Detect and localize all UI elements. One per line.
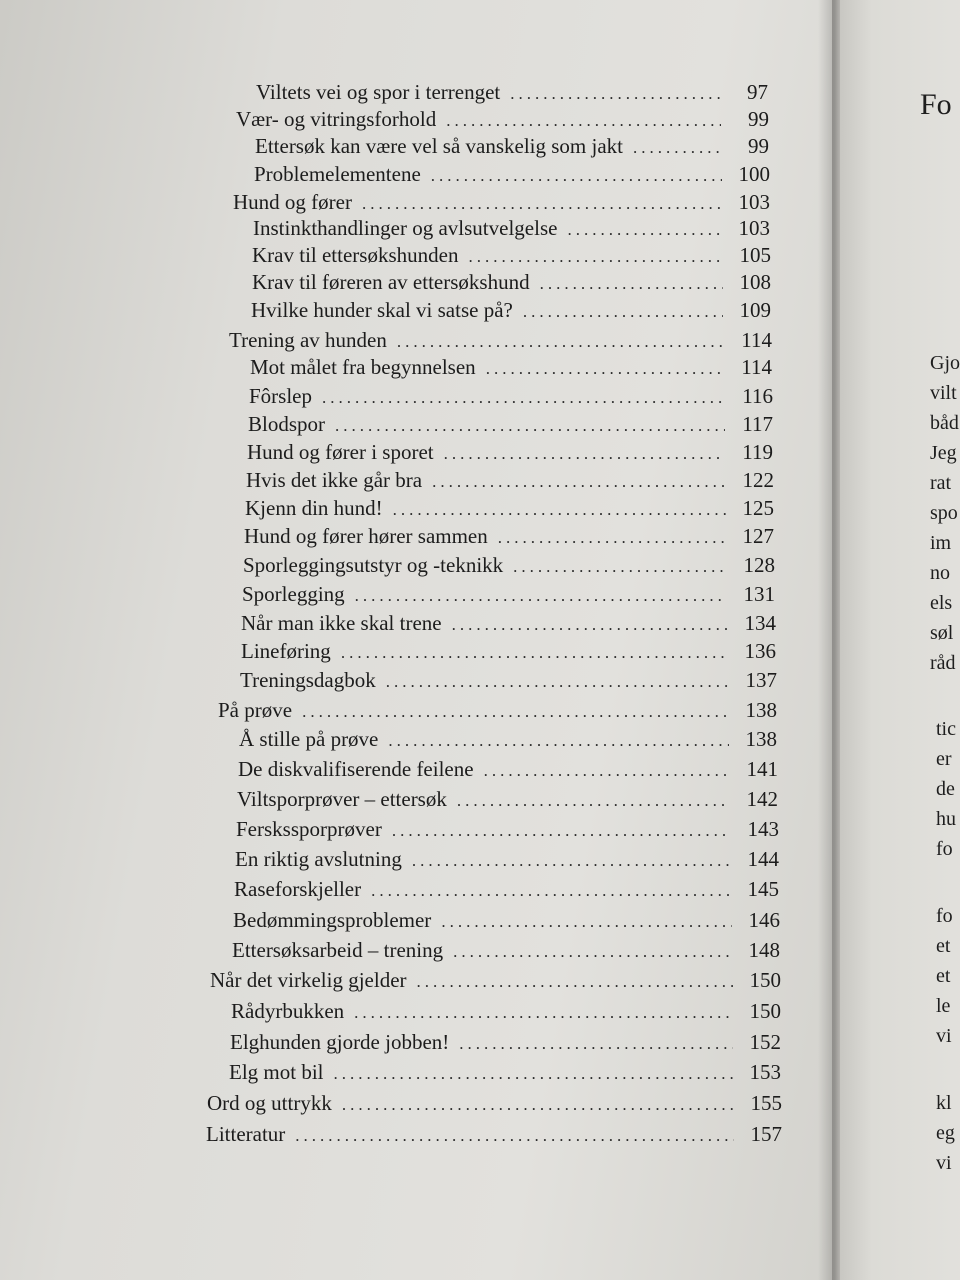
toc-entry-title: En riktig avslutning bbox=[235, 847, 402, 871]
toc-entry-page: 137 bbox=[745, 668, 777, 692]
facing-page-fragment: eg bbox=[936, 1122, 955, 1144]
toc-entry-page: 109 bbox=[739, 298, 771, 322]
facing-page-fragment: søl bbox=[930, 622, 954, 644]
toc-entry-title: Viltsporprøver – ettersøk bbox=[237, 787, 447, 811]
facing-page-fragment: Jeg bbox=[930, 442, 957, 464]
facing-page-fragment: els bbox=[930, 592, 953, 614]
toc-entry-title: Kjenn din hund! bbox=[245, 496, 383, 520]
toc-entry-page: 148 bbox=[748, 938, 780, 962]
toc-entry-page: 142 bbox=[746, 787, 778, 811]
toc-entry-page: 143 bbox=[747, 817, 779, 841]
toc-entry-title: Når det virkelig gjelder bbox=[210, 968, 407, 992]
facing-page-fragment: et bbox=[936, 965, 951, 987]
toc-entry-title: Krav til ettersøkshunden bbox=[252, 243, 459, 267]
leader-dots bbox=[431, 166, 722, 186]
toc-entry bbox=[240, 668, 777, 694]
leader-dots bbox=[484, 761, 730, 781]
facing-page-fragment: båd bbox=[930, 412, 959, 434]
toc-entry-title: Bedømmingsproblemer bbox=[233, 908, 432, 932]
leader-dots bbox=[432, 472, 726, 492]
facing-page-fragment: im bbox=[930, 532, 952, 554]
leader-dots bbox=[446, 111, 721, 131]
toc-entry-title: Hvilke hunder skal vi satse på? bbox=[251, 298, 513, 322]
leader-dots bbox=[523, 302, 723, 322]
toc-entry-title: Blodspor bbox=[248, 412, 326, 436]
toc-entry-title: Sporlegging bbox=[242, 582, 345, 606]
toc-entry-page: 114 bbox=[741, 355, 772, 379]
toc-entry bbox=[250, 355, 772, 381]
facing-page-fragment: le bbox=[936, 995, 951, 1017]
facing-page-fragment: vilt bbox=[930, 382, 957, 404]
leader-dots bbox=[441, 912, 732, 932]
toc-entry bbox=[256, 80, 768, 106]
toc-entry-title: På prøve bbox=[218, 698, 293, 722]
facing-page-fragment: no bbox=[930, 562, 950, 584]
toc-entry-page: 145 bbox=[747, 877, 779, 901]
toc-entry bbox=[239, 727, 777, 753]
toc-entry bbox=[207, 1091, 782, 1117]
toc-entry-page: 138 bbox=[745, 727, 777, 751]
toc-entry-page: 138 bbox=[745, 698, 777, 722]
toc-entry-title: Hvis det ikke går bra bbox=[246, 468, 423, 492]
toc-entry bbox=[249, 384, 773, 410]
toc-entry bbox=[238, 757, 778, 783]
toc-entry bbox=[218, 698, 777, 724]
toc-entry-page: 150 bbox=[749, 968, 781, 992]
toc-entry-page: 116 bbox=[742, 384, 773, 408]
toc-entry-title: Treningsdagbok bbox=[240, 668, 376, 692]
toc-entry-page: 150 bbox=[749, 999, 781, 1023]
toc-entry-title: Trening av hunden bbox=[229, 328, 387, 352]
toc-entry bbox=[245, 496, 774, 522]
facing-page-fragment: spo bbox=[930, 502, 958, 524]
toc-entry bbox=[235, 847, 779, 873]
leader-dots bbox=[459, 1034, 733, 1054]
leader-dots bbox=[510, 84, 720, 104]
toc-entry-title: De diskvalifiserende feilene bbox=[238, 757, 474, 781]
facing-page-fragment: rat bbox=[930, 472, 952, 494]
leader-dots bbox=[335, 416, 725, 436]
leader-dots bbox=[486, 359, 724, 379]
toc-entry-page: 103 bbox=[738, 190, 770, 214]
leader-dots bbox=[540, 274, 723, 294]
toc-entry bbox=[229, 328, 772, 354]
leader-dots bbox=[468, 247, 723, 267]
facing-page-fragment: hu bbox=[936, 808, 956, 830]
leader-dots bbox=[388, 731, 729, 751]
toc-entry-title: Sporleggingsutstyr og -teknikk bbox=[243, 553, 504, 577]
leader-dots bbox=[302, 702, 729, 722]
toc-entry bbox=[236, 817, 779, 843]
toc-entry bbox=[247, 440, 773, 466]
leader-dots bbox=[386, 672, 729, 692]
leader-dots bbox=[341, 643, 728, 663]
facing-page-fragment: vi bbox=[936, 1152, 952, 1174]
leader-dots bbox=[412, 851, 731, 871]
toc-entry bbox=[252, 270, 771, 296]
toc-entry bbox=[229, 1060, 781, 1086]
toc-entry bbox=[253, 216, 770, 242]
toc-entry-page: 155 bbox=[750, 1091, 782, 1115]
toc-entry-page: 128 bbox=[743, 553, 775, 577]
toc-entry-title: Fôrslep bbox=[249, 384, 312, 408]
toc-entry-title: Mot målet fra begynnelsen bbox=[250, 355, 476, 379]
toc-entry-page: 136 bbox=[744, 639, 776, 663]
toc-entry bbox=[233, 908, 780, 934]
toc-entry-page: 127 bbox=[742, 524, 774, 548]
leader-dots bbox=[498, 528, 726, 548]
toc-entry-page: 125 bbox=[742, 496, 774, 520]
toc-entry-title: Ettersøksarbeid – trening bbox=[232, 938, 444, 962]
leader-dots bbox=[334, 1064, 734, 1084]
leader-dots bbox=[513, 557, 727, 577]
facing-page-fragment: kl bbox=[936, 1092, 952, 1114]
toc-entry-page: 99 bbox=[748, 107, 769, 131]
toc-entry-title: Vær- og vitringsforhold bbox=[236, 107, 437, 131]
toc-entry-page: 122 bbox=[742, 468, 774, 492]
facing-page-fragment: de bbox=[936, 778, 955, 800]
toc-entry-page: 100 bbox=[738, 162, 770, 186]
leader-dots bbox=[322, 388, 725, 408]
leader-dots bbox=[453, 942, 732, 962]
facing-page-fragment: fo bbox=[936, 905, 953, 927]
toc-entry-title: Hund og fører bbox=[233, 190, 352, 214]
toc-entry-title: Elg mot bil bbox=[229, 1060, 324, 1084]
toc-entry bbox=[233, 190, 770, 216]
toc-entry-title: Instinkthandlinger og avlsutvelgelse bbox=[253, 216, 558, 240]
leader-dots bbox=[393, 500, 726, 520]
toc-entry-title: Raseforskjeller bbox=[234, 877, 362, 901]
leader-dots bbox=[355, 586, 727, 606]
facing-page-fragment: tic bbox=[936, 718, 956, 740]
toc-entry bbox=[241, 639, 776, 665]
toc-entry-title: Når man ikke skal trene bbox=[241, 611, 442, 635]
leader-dots bbox=[354, 1003, 733, 1023]
leader-dots bbox=[295, 1126, 734, 1146]
toc-entry-page: 157 bbox=[750, 1122, 782, 1146]
toc-entry-page: 97 bbox=[747, 80, 768, 104]
toc-entry-page: 108 bbox=[739, 270, 771, 294]
toc-entry bbox=[236, 107, 769, 133]
toc-entry-title: Krav til føreren av ettersøkshund bbox=[252, 270, 530, 294]
toc-entry-title: Lineføring bbox=[241, 639, 331, 663]
toc-entry-page: 134 bbox=[744, 611, 776, 635]
leader-dots bbox=[371, 881, 731, 901]
toc-entry-page: 103 bbox=[738, 216, 770, 240]
facing-page-fragment: fo bbox=[936, 838, 953, 860]
toc-entry-title: Ferskssporprøver bbox=[236, 817, 382, 841]
toc-entry bbox=[210, 968, 781, 994]
toc-entry-page: 117 bbox=[742, 412, 773, 436]
toc-entry-page: 131 bbox=[743, 582, 775, 606]
toc-entry bbox=[237, 787, 778, 813]
toc-entry-page: 105 bbox=[739, 243, 771, 267]
toc-entry bbox=[244, 524, 774, 550]
toc-entry-page: 152 bbox=[749, 1030, 781, 1054]
toc-entry-page: 146 bbox=[748, 908, 780, 932]
toc-entry-page: 99 bbox=[748, 134, 769, 158]
toc-entry bbox=[234, 877, 779, 903]
toc-entry-title: Viltets vei og spor i terrenget bbox=[256, 80, 501, 104]
toc-entry bbox=[255, 134, 769, 160]
toc-entry bbox=[206, 1122, 782, 1148]
toc-entry bbox=[230, 1030, 781, 1056]
toc-entry-page: 153 bbox=[749, 1060, 781, 1084]
facing-page-fragment: et bbox=[936, 935, 951, 957]
leader-dots bbox=[567, 220, 722, 240]
toc-entry bbox=[232, 938, 780, 964]
toc-entry-title: Elghunden gjorde jobben! bbox=[230, 1030, 450, 1054]
toc-entry bbox=[251, 298, 771, 324]
leader-dots bbox=[417, 972, 733, 992]
toc-entry-page: 144 bbox=[747, 847, 779, 871]
toc-entry-title: Ettersøk kan være vel så vanskelig som jakt bbox=[255, 134, 624, 158]
leader-dots bbox=[452, 615, 728, 635]
toc-entry bbox=[246, 468, 774, 494]
toc-entry-title: Rådyrbukken bbox=[231, 999, 345, 1023]
toc-entry-title: Litteratur bbox=[206, 1122, 286, 1146]
toc-entry bbox=[254, 162, 770, 188]
leader-dots bbox=[392, 821, 731, 841]
leader-dots bbox=[444, 444, 725, 464]
toc-entry-page: 141 bbox=[746, 757, 778, 781]
leader-dots bbox=[342, 1095, 734, 1115]
leader-dots bbox=[457, 791, 730, 811]
facing-page-heading: Fo bbox=[920, 88, 952, 121]
toc-entry-title: Ord og uttrykk bbox=[207, 1091, 332, 1115]
toc-entry bbox=[248, 412, 773, 438]
toc-entry bbox=[231, 999, 781, 1025]
facing-page-fragment: råd bbox=[930, 652, 956, 674]
toc-entry-title: Hund og fører i sporet bbox=[247, 440, 434, 464]
toc-entry bbox=[252, 243, 771, 269]
leader-dots bbox=[633, 138, 721, 158]
facing-page-fragment: Gjo bbox=[930, 352, 960, 374]
leader-dots bbox=[397, 332, 724, 352]
toc-entry bbox=[243, 553, 775, 579]
toc-entry-title: Å stille på prøve bbox=[239, 727, 379, 751]
facing-page-fragment: vi bbox=[936, 1025, 952, 1047]
facing-page-fragment: er bbox=[936, 748, 952, 770]
toc-entry-page: 114 bbox=[741, 328, 772, 352]
toc-entry-page: 119 bbox=[742, 440, 773, 464]
toc-entry-title: Hund og fører hører sammen bbox=[244, 524, 488, 548]
leader-dots bbox=[362, 194, 722, 214]
toc-entry bbox=[241, 611, 776, 637]
toc-entry-title: Problemelementene bbox=[254, 162, 421, 186]
toc-entry bbox=[242, 582, 775, 608]
